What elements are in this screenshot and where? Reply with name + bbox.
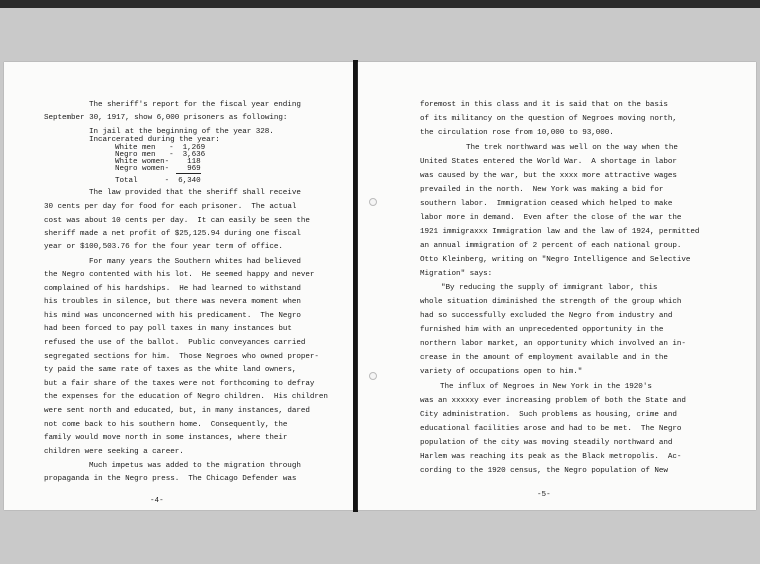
page-number: -5-: [537, 491, 551, 499]
text-line: Incarcerated during the year:: [89, 136, 220, 144]
text-line: the circulation rose from 10,000 to 93,000.: [420, 129, 614, 137]
text-line: labor more in demand. Even after the close of the war the: [420, 214, 682, 222]
quote-line: furnished him with an unprecedented opportunity in the: [420, 326, 664, 334]
text-line: the Negro contented with his lot. He seemed happy and never: [44, 271, 315, 279]
quote-line: northern labor market, an opportunity which involved an in-: [420, 340, 686, 348]
scan-edge: [0, 0, 760, 8]
text-line: cording to the 1920 census, the Negro population of New: [420, 467, 668, 475]
text-line: were sent north and educated, but, in many instances, dared: [44, 407, 310, 415]
text-line: his troubles in silence, but there was nevera moment when: [44, 298, 301, 306]
text-line: was an xxxxxy ever increasing problem of both the State and: [420, 397, 686, 405]
text-line: population of the city was moving steadily northward and: [420, 439, 673, 447]
table-total: Total - 6,340: [115, 177, 201, 185]
table-row: Negro men - 3,636: [115, 151, 206, 159]
text-line: prevailed in the north. New York was making a bid for: [420, 186, 664, 194]
text-line: In jail at the beginning of the year 328.: [89, 128, 274, 136]
text-line: City administration. Such problems as housing, crime and: [420, 411, 677, 419]
text-line: had been forced to pay poll taxes in many instances but: [44, 325, 292, 333]
punch-hole-icon: [369, 372, 377, 380]
text-line: of its militancy on the question of Negroes moving north,: [420, 115, 677, 123]
text-line: September 30, 1917, show 6,000 prisoners as following:: [44, 114, 288, 122]
text-line: southern labor. Immigration ceased which helped to make: [420, 200, 673, 208]
text-line: but a fair share of the taxes were not forthcoming to defray: [44, 380, 315, 388]
text-line: Migration" says:: [420, 270, 493, 278]
text-line: The sheriff's report for the fiscal year ending: [89, 101, 301, 109]
quote-line: crease in the amount of employment available and in the: [420, 354, 668, 362]
text-line: foremost in this class and it is said that on the basis: [420, 101, 668, 109]
text-line: not come back to his southern home. Consequently, the: [44, 421, 288, 429]
sum-rule: [176, 173, 201, 174]
table-row: White women- 118: [115, 158, 201, 166]
text-line: The trek northward was well on the way when the: [466, 144, 678, 152]
text-line: the expenses for the education of Negro children. His children: [44, 393, 328, 401]
text-line: Much impetus was added to the migration through: [89, 462, 301, 470]
text-line: sheriff made a net profit of $25,125.94 during one fiscal: [44, 230, 301, 238]
text-line: The influx of Negroes in New York in the 1920's: [440, 383, 652, 391]
text-line: segregated sections for him. Those Negroes who owned proper-: [44, 353, 319, 361]
table-row: White men - 1,269: [115, 144, 206, 152]
text-line: 1921 immigraxxx Immigration law and the law of 1924, permitted: [420, 228, 700, 236]
table-row: Negro women- 969: [115, 165, 201, 173]
punch-hole-icon: [369, 198, 377, 206]
quote-line: whole situation diminished the strength of the group which: [420, 298, 682, 306]
text-line: Harlem was reaching its peak as the Black metropolis. Ac-: [420, 453, 682, 461]
quote-line: had so successfully excluded the Negro from industry and: [420, 312, 673, 320]
text-line: educational facilities arose and had to be met. The Negro: [420, 425, 682, 433]
text-line: For many years the Southern whites had believed: [89, 258, 301, 266]
text-line: was caused by the war, but the xxxx more attractive wages: [420, 172, 677, 180]
text-line: an annual immigration of 2 percent of each national group.: [420, 242, 682, 250]
text-line: propaganda in the Negro press. The Chicago Defender was: [44, 475, 297, 483]
text-line: complained of his hardships. He had learned to withstand: [44, 285, 301, 293]
text-line: family would move north in some instances, where their: [44, 434, 288, 442]
text-line: United States entered the World War. A shortage in labor: [420, 158, 677, 166]
text-line: ty paid the same rate of taxes as the white land owners,: [44, 366, 297, 374]
text-line: his mind was unconcerned with his predicament. The Negro: [44, 312, 301, 320]
text-line: cost was about 10 cents per day. It can easily be seen the: [44, 217, 310, 225]
text-line: 30 cents per day for food for each prisoner. The actual: [44, 203, 297, 211]
text-line: refused the use of the ballot. Public conveyances carried: [44, 339, 306, 347]
text-line: Otto Kleinberg, writing on "Negro Intelligence and Selective: [420, 256, 691, 264]
text-line: The law provided that the sheriff shall receive: [89, 189, 301, 197]
quote-line: "By reducing the supply of immigrant labor, this: [441, 284, 658, 292]
text-line: year or $100,503.76 for the four year term of office.: [44, 243, 283, 251]
quote-line: variety of occupations open to him.": [420, 368, 583, 376]
text-line: children were seeking a career.: [44, 448, 184, 456]
page-number: -4-: [150, 497, 164, 505]
